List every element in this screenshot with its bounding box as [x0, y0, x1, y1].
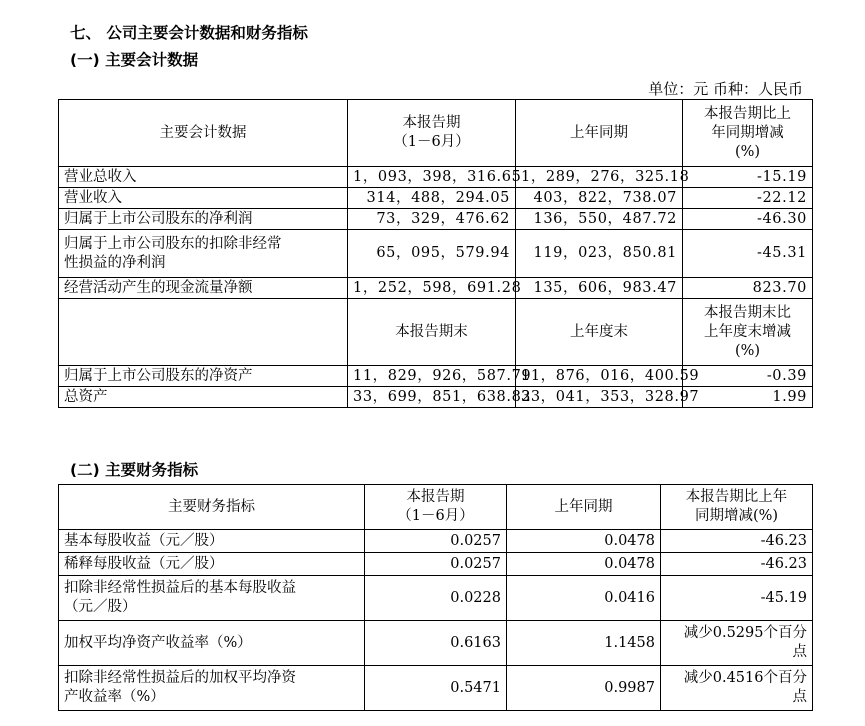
- change-value: 1.99: [683, 387, 813, 408]
- current-value: 0.5471: [365, 666, 507, 711]
- change-value: 减少0.4516个百分 点: [661, 666, 813, 711]
- subsection-title-accounting-data: (一) 主要会计数据: [70, 51, 199, 69]
- change-value: 减少0.5295个百分 点: [661, 621, 813, 666]
- accounting-data-table: [58, 99, 813, 408]
- subsection-title-financial-indicators: (二) 主要财务指标: [70, 461, 199, 479]
- change-value: -45.19: [661, 576, 813, 621]
- header-prior-period: 上年同期: [516, 100, 683, 167]
- change-value: -22.12: [683, 188, 813, 209]
- prior-value: 0.0478: [507, 530, 661, 553]
- change-value: -45.31: [683, 230, 813, 278]
- header-period-end: 本报告期末: [348, 299, 516, 366]
- current-value: 11，829，926，587.79: [348, 366, 516, 387]
- change-value: -46.23: [661, 530, 813, 553]
- row-label: 扣除非经常性损益后的基本每股收益 （元／股）: [59, 576, 365, 621]
- prior-value: 135，606，983.47: [516, 278, 683, 299]
- table-header-row: [59, 100, 813, 167]
- prior-value: 11，876，016，400.59: [516, 366, 683, 387]
- change-value: -0.39: [683, 366, 813, 387]
- row-label: 营业收入: [59, 188, 348, 209]
- prior-value: 0.9987: [507, 666, 661, 711]
- row-label: 加权平均净资产收益率（%）: [59, 621, 365, 666]
- row-label: 归属于上市公司股东的扣除非经常 性损益的净利润: [59, 230, 348, 278]
- table-row: [59, 188, 813, 209]
- table-row: [59, 387, 813, 408]
- prior-value: 0.0478: [507, 553, 661, 576]
- table-row: [59, 530, 813, 553]
- empty-cell: [59, 299, 348, 366]
- row-label: 营业总收入: [59, 167, 348, 188]
- row-label: 归属于上市公司股东的净资产: [59, 366, 348, 387]
- change-value: -46.23: [661, 553, 813, 576]
- current-value: 0.0257: [365, 553, 507, 576]
- header-change-period-end: 本报告期末比 上年度末增减 (%): [683, 299, 813, 366]
- header-prior-year-end: 上年度末: [516, 299, 683, 366]
- prior-value: 403，822，738.07: [516, 188, 683, 209]
- prior-value: 136，550，487.72: [516, 209, 683, 230]
- change-value: 823.70: [683, 278, 813, 299]
- header-prior-period: 上年同期: [507, 485, 661, 530]
- header-main-indicators: 主要财务指标: [59, 485, 365, 530]
- current-value: 33，699，851，638.82: [348, 387, 516, 408]
- table-row: [59, 553, 813, 576]
- current-value: 1，252，598，691.28: [348, 278, 516, 299]
- table-row: [59, 366, 813, 387]
- row-label: 稀释每股收益（元／股）: [59, 553, 365, 576]
- table-row: [59, 576, 813, 621]
- row-label: 归属于上市公司股东的净利润: [59, 209, 348, 230]
- table-row: [59, 621, 813, 666]
- table-row: [59, 278, 813, 299]
- row-label: 经营活动产生的现金流量净额: [59, 278, 348, 299]
- change-value: -15.19: [683, 167, 813, 188]
- table-header-row: [59, 485, 813, 530]
- table-row: [59, 230, 813, 278]
- header-change: 本报告期比上年 同期增减(%): [661, 485, 813, 530]
- financial-indicators-table: [58, 484, 813, 711]
- header-current-period: 本报告期 （1－6月）: [348, 100, 516, 167]
- table-row: [59, 209, 813, 230]
- table-subheader-row: [59, 299, 813, 366]
- table-row: [59, 666, 813, 711]
- current-value: 0.6163: [365, 621, 507, 666]
- current-value: 314，488，294.05: [348, 188, 516, 209]
- row-label: 总资产: [59, 387, 348, 408]
- prior-value: 0.0416: [507, 576, 661, 621]
- table-row: [59, 167, 813, 188]
- current-value: 1，093，398，316.65: [348, 167, 516, 188]
- section-title: 七、 公司主要会计数据和财务指标: [70, 24, 308, 42]
- current-value: 0.0257: [365, 530, 507, 553]
- row-label: 基本每股收益（元／股）: [59, 530, 365, 553]
- unit-currency-note: 单位：元 币种：人民币: [648, 80, 803, 98]
- current-value: 73，329，476.62: [348, 209, 516, 230]
- change-value: -46.30: [683, 209, 813, 230]
- prior-value: 33，041，353，328.97: [516, 387, 683, 408]
- current-value: 65，095，579.94: [348, 230, 516, 278]
- row-label: 扣除非经常性损益后的加权平均净资 产收益率（%）: [59, 666, 365, 711]
- header-main-data: 主要会计数据: [59, 100, 348, 167]
- current-value: 0.0228: [365, 576, 507, 621]
- prior-value: 119，023，850.81: [516, 230, 683, 278]
- header-change: 本报告期比上 年同期增减 (%): [683, 100, 813, 167]
- prior-value: 1，289，276，325.18: [516, 167, 683, 188]
- prior-value: 1.1458: [507, 621, 661, 666]
- header-current-period: 本报告期 （1－6月）: [365, 485, 507, 530]
